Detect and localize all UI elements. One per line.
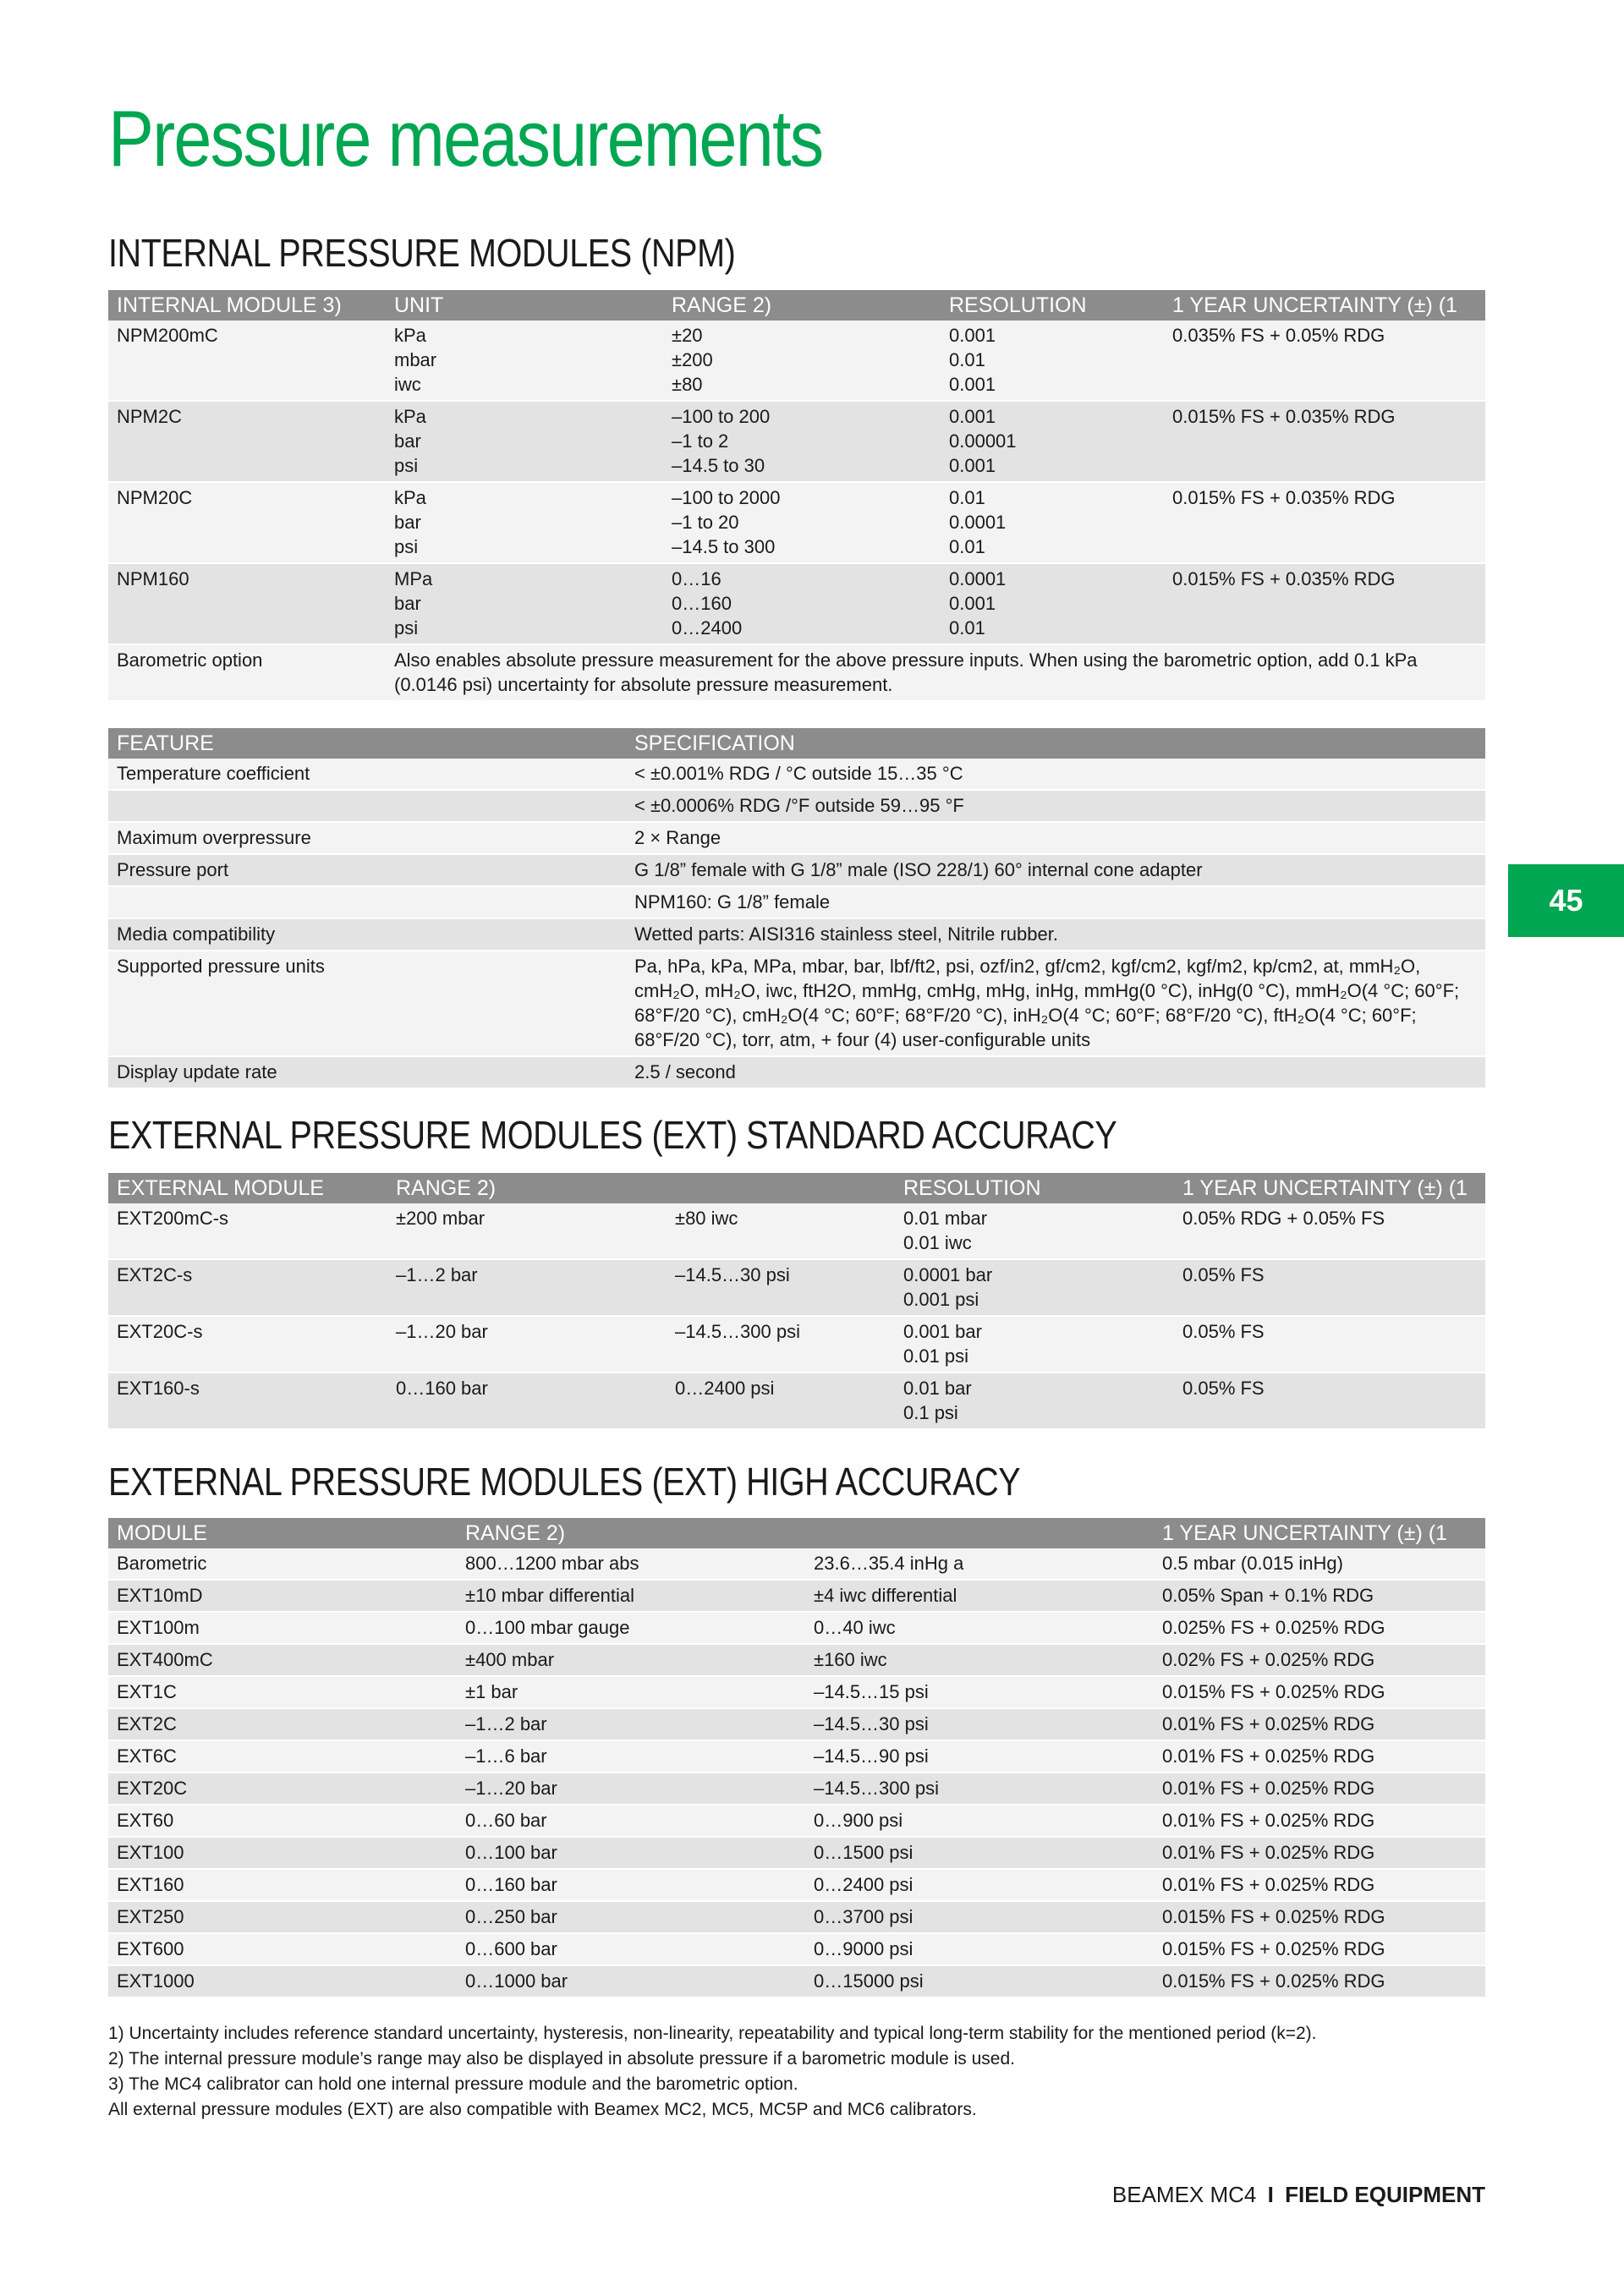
column-header: MODULE xyxy=(108,1518,457,1548)
table-row xyxy=(108,482,1485,563)
column-header: RESOLUTION xyxy=(941,290,1164,321)
column-header: 1 YEAR UNCERTAINTY (±) (1 xyxy=(1154,1518,1485,1548)
table-row xyxy=(108,1203,1485,1259)
table-row xyxy=(108,822,1485,854)
table-row xyxy=(108,1259,1485,1316)
table-row xyxy=(108,1580,1485,1612)
cell-range: –100 to 200 –1 to 2 –14.5 to 30 xyxy=(663,401,941,482)
column-header: RANGE 2) xyxy=(387,1173,667,1203)
barometric-option-text: Also enables absolute pressure measurement for the above pressure inputs. When using the barometric option, add 0.1 kPa (0.0146 psi) uncertainty for absolute pressure measurement. xyxy=(386,644,1485,701)
cell-module: EXT20C xyxy=(108,1773,457,1805)
cell-feature: Pressure port xyxy=(108,854,626,886)
footnote-1: 1) Uncertainty includes reference standard uncertainty, hysteresis, non-linearity, repeatability and typical long-term stability for the mentioned period (k=2). xyxy=(108,2024,1317,2043)
cell-resolution: 0.0001 bar 0.001 psi xyxy=(895,1259,1174,1316)
column-header xyxy=(667,1173,895,1203)
cell-range1: 0…100 mbar gauge xyxy=(457,1612,805,1644)
cell-feature: Maximum overpressure xyxy=(108,822,626,854)
cell-spec: NPM160: G 1/8” female xyxy=(626,886,1485,918)
table-row xyxy=(108,1740,1485,1773)
cell-uncertainty: 0.015% FS + 0.035% RDG xyxy=(1164,401,1485,482)
footer-separator: I xyxy=(1267,2182,1274,2207)
barometric-option-row xyxy=(108,644,1485,701)
table-row xyxy=(108,1773,1485,1805)
ext-standard-section-title: EXTERNAL PRESSURE MODULES (EXT) STANDARD ACCURACY xyxy=(108,1113,1117,1157)
cell-uncertainty: 0.5 mbar (0.015 inHg) xyxy=(1154,1548,1485,1580)
cell-resolution: 0.0001 0.001 0.01 xyxy=(941,563,1164,644)
page-title: Pressure measurements xyxy=(108,94,823,183)
cell-resolution: 0.001 bar 0.01 psi xyxy=(895,1316,1174,1373)
cell-range1: 0…1000 bar xyxy=(457,1965,805,1997)
cell-range: 0…16 0…160 0…2400 xyxy=(663,563,941,644)
footnotes xyxy=(108,2021,1495,2123)
cell-range1: 800…1200 mbar abs xyxy=(457,1548,805,1580)
cell-uncertainty: 0.01% FS + 0.025% RDG xyxy=(1154,1740,1485,1773)
barometric-option-label: Barometric option xyxy=(108,644,386,701)
cell-feature xyxy=(108,886,626,918)
column-header: FEATURE xyxy=(108,728,626,759)
cell-spec: < ±0.001% RDG / °C outside 15…35 °C xyxy=(626,759,1485,790)
table-row xyxy=(108,1676,1485,1708)
cell-range2: –14.5…30 psi xyxy=(667,1259,895,1316)
table-row xyxy=(108,1316,1485,1373)
table-header-row xyxy=(108,728,1485,759)
cell-feature: Temperature coefficient xyxy=(108,759,626,790)
cell-uncertainty: 0.05% Span + 0.1% RDG xyxy=(1154,1580,1485,1612)
cell-uncertainty: 0.01% FS + 0.025% RDG xyxy=(1154,1805,1485,1837)
cell-range2: –14.5…15 psi xyxy=(805,1676,1154,1708)
table-row xyxy=(108,1901,1485,1933)
cell-resolution: 0.001 0.00001 0.001 xyxy=(941,401,1164,482)
cell-uncertainty: 0.015% FS + 0.035% RDG xyxy=(1164,563,1485,644)
cell-feature: Display update rate xyxy=(108,1056,626,1088)
cell-resolution: 0.001 0.01 0.001 xyxy=(941,321,1164,401)
cell-module: EXT1C xyxy=(108,1676,457,1708)
cell-range1: 0…160 bar xyxy=(457,1869,805,1901)
cell-module: EXT160-s xyxy=(108,1373,387,1429)
footnote-compatibility: All external pressure modules (EXT) are also compatible with Beamex MC2, MC5, MC5P and MC6 calibrators. xyxy=(108,2100,977,2119)
ext-high-table xyxy=(108,1518,1485,1998)
table-row xyxy=(108,951,1485,1056)
footer-brand: BEAMEX MC4 xyxy=(1111,2182,1257,2207)
cell-uncertainty: 0.015% FS + 0.025% RDG xyxy=(1154,1676,1485,1708)
footnote-3: 3) The MC4 calibrator can hold one internal pressure module and the barometric option. xyxy=(108,2074,798,2094)
column-header: INTERNAL MODULE 3) xyxy=(108,290,386,321)
cell-uncertainty: 0.02% FS + 0.025% RDG xyxy=(1154,1644,1485,1676)
table-row xyxy=(108,759,1485,790)
cell-range2: 0…1500 psi xyxy=(805,1837,1154,1869)
cell-range1: –1…2 bar xyxy=(457,1708,805,1740)
cell-feature: Media compatibility xyxy=(108,918,626,951)
cell-module: EXT6C xyxy=(108,1740,457,1773)
feature-table xyxy=(108,728,1485,1089)
cell-spec: 2.5 / second xyxy=(626,1056,1485,1088)
table-row xyxy=(108,1373,1485,1429)
cell-module: EXT100 xyxy=(108,1837,457,1869)
cell-range2: –14.5…300 psi xyxy=(667,1316,895,1373)
cell-unit: kPa bar psi xyxy=(386,482,663,563)
cell-module: NPM160 xyxy=(108,563,386,644)
cell-resolution: 0.01 bar 0.1 psi xyxy=(895,1373,1174,1429)
cell-uncertainty: 0.015% FS + 0.025% RDG xyxy=(1154,1901,1485,1933)
column-header: RANGE 2) xyxy=(457,1518,805,1548)
table-header-row xyxy=(108,1173,1485,1203)
table-row xyxy=(108,1869,1485,1901)
ext-standard-table xyxy=(108,1173,1485,1430)
table-row xyxy=(108,563,1485,644)
cell-module: EXT250 xyxy=(108,1901,457,1933)
cell-range2: –14.5…300 psi xyxy=(805,1773,1154,1805)
cell-range1: –1…2 bar xyxy=(387,1259,667,1316)
page-number-tab: 45 xyxy=(1508,864,1624,937)
table-row xyxy=(108,1612,1485,1644)
table-row xyxy=(108,790,1485,822)
npm-table xyxy=(108,290,1485,702)
cell-range1: 0…250 bar xyxy=(457,1901,805,1933)
cell-uncertainty: 0.05% FS xyxy=(1174,1316,1485,1373)
cell-uncertainty: 0.05% RDG + 0.05% FS xyxy=(1174,1203,1485,1259)
table-row xyxy=(108,1965,1485,1997)
cell-uncertainty: 0.05% FS xyxy=(1174,1259,1485,1316)
column-header xyxy=(805,1518,1154,1548)
cell-uncertainty: 0.01% FS + 0.025% RDG xyxy=(1154,1837,1485,1869)
cell-range2: 0…2400 psi xyxy=(805,1869,1154,1901)
cell-module: EXT400mC xyxy=(108,1644,457,1676)
cell-spec: Wetted parts: AISI316 stainless steel, Nitrile rubber. xyxy=(626,918,1485,951)
cell-unit: kPa mbar iwc xyxy=(386,321,663,401)
cell-module: Barometric xyxy=(108,1548,457,1580)
cell-spec: Pa, hPa, kPa, MPa, mbar, bar, lbf/ft2, psi, ozf/in2, gf/cm2, kgf/cm2, kgf/m2, kp/cm2, at, mmH₂O, cmH₂O, mH₂O, iwc, ftH2O, mmHg, cmHg, mHg, inHg, mmHg(0 °C), inHg(0 °C), mmH₂O(4 °C; 60°F; 68°F/20 °C), cmH₂O(4 °C; 60°F; 68°F/20 °C), inH₂O(4 °C; 60°F; 68°F/20 °C), ftH₂O(4 °C; 60°F; 68°F/20 °C), torr, atm, + four (4) user-configurable units xyxy=(626,951,1485,1056)
cell-uncertainty: 0.025% FS + 0.025% RDG xyxy=(1154,1612,1485,1644)
cell-module: EXT600 xyxy=(108,1933,457,1965)
cell-module: EXT10mD xyxy=(108,1580,457,1612)
column-header: RESOLUTION xyxy=(895,1173,1174,1203)
cell-module: EXT1000 xyxy=(108,1965,457,1997)
column-header: RANGE 2) xyxy=(663,290,941,321)
cell-module: EXT20C-s xyxy=(108,1316,387,1373)
cell-range2: 0…3700 psi xyxy=(805,1901,1154,1933)
cell-uncertainty: 0.01% FS + 0.025% RDG xyxy=(1154,1869,1485,1901)
page-footer xyxy=(1112,2182,1485,2208)
cell-module: EXT160 xyxy=(108,1869,457,1901)
table-row xyxy=(108,1933,1485,1965)
cell-range2: –14.5…90 psi xyxy=(805,1740,1154,1773)
cell-module: EXT2C xyxy=(108,1708,457,1740)
column-header: UNIT xyxy=(386,290,663,321)
table-row xyxy=(108,918,1485,951)
cell-uncertainty: 0.035% FS + 0.05% RDG xyxy=(1164,321,1485,401)
table-row xyxy=(108,886,1485,918)
cell-resolution: 0.01 mbar 0.01 iwc xyxy=(895,1203,1174,1259)
cell-unit: MPa bar psi xyxy=(386,563,663,644)
cell-range1: 0…160 bar xyxy=(387,1373,667,1429)
cell-range1: 0…100 bar xyxy=(457,1837,805,1869)
cell-range1: –1…20 bar xyxy=(457,1773,805,1805)
cell-range: ±20 ±200 ±80 xyxy=(663,321,941,401)
cell-range: –100 to 2000 –1 to 20 –14.5 to 300 xyxy=(663,482,941,563)
cell-module: EXT200mC-s xyxy=(108,1203,387,1259)
table-row xyxy=(108,854,1485,886)
column-header: SPECIFICATION xyxy=(626,728,1485,759)
cell-range2: 0…15000 psi xyxy=(805,1965,1154,1997)
cell-range2: –14.5…30 psi xyxy=(805,1708,1154,1740)
table-header-row xyxy=(108,290,1485,321)
cell-module: EXT100m xyxy=(108,1612,457,1644)
cell-range2: 0…2400 psi xyxy=(667,1373,895,1429)
cell-range2: 23.6…35.4 inHg a xyxy=(805,1548,1154,1580)
cell-range2: ±4 iwc differential xyxy=(805,1580,1154,1612)
cell-range1: 0…60 bar xyxy=(457,1805,805,1837)
cell-module: EXT60 xyxy=(108,1805,457,1837)
cell-range2: ±160 iwc xyxy=(805,1644,1154,1676)
cell-feature: Supported pressure units xyxy=(108,951,626,1056)
cell-resolution: 0.01 0.0001 0.01 xyxy=(941,482,1164,563)
cell-spec: < ±0.0006% RDG /°F outside 59…95 °F xyxy=(626,790,1485,822)
table-row xyxy=(108,1805,1485,1837)
cell-range1: ±1 bar xyxy=(457,1676,805,1708)
table-row xyxy=(108,1837,1485,1869)
table-row xyxy=(108,1548,1485,1580)
table-row xyxy=(108,401,1485,482)
cell-module: NPM2C xyxy=(108,401,386,482)
table-header-row xyxy=(108,1518,1485,1548)
column-header: 1 YEAR UNCERTAINTY (±) (1 xyxy=(1174,1173,1485,1203)
cell-feature xyxy=(108,790,626,822)
table-row xyxy=(108,1644,1485,1676)
cell-module: NPM20C xyxy=(108,482,386,563)
cell-uncertainty: 0.015% FS + 0.025% RDG xyxy=(1154,1933,1485,1965)
cell-spec: G 1/8” female with G 1/8” male (ISO 228/1) 60° internal cone adapter xyxy=(626,854,1485,886)
table-row xyxy=(108,1708,1485,1740)
table-row xyxy=(108,1056,1485,1088)
cell-module: NPM200mC xyxy=(108,321,386,401)
table-row xyxy=(108,321,1485,401)
footnote-2: 2) The internal pressure module’s range may also be displayed in absolute pressure if a barometric module is used. xyxy=(108,2049,1015,2069)
cell-range1: 0…600 bar xyxy=(457,1933,805,1965)
cell-uncertainty: 0.015% FS + 0.025% RDG xyxy=(1154,1965,1485,1997)
cell-range1: –1…20 bar xyxy=(387,1316,667,1373)
column-header: EXTERNAL MODULE xyxy=(108,1173,387,1203)
cell-unit: kPa bar psi xyxy=(386,401,663,482)
cell-module: EXT2C-s xyxy=(108,1259,387,1316)
cell-range2: 0…9000 psi xyxy=(805,1933,1154,1965)
cell-uncertainty: 0.05% FS xyxy=(1174,1373,1485,1429)
cell-range2: 0…40 iwc xyxy=(805,1612,1154,1644)
npm-section-title: INTERNAL PRESSURE MODULES (NPM) xyxy=(108,231,736,275)
cell-range1: ±200 mbar xyxy=(387,1203,667,1259)
footer-section: FIELD EQUIPMENT xyxy=(1285,2182,1485,2207)
cell-range1: –1…6 bar xyxy=(457,1740,805,1773)
cell-range2: 0…900 psi xyxy=(805,1805,1154,1837)
ext-high-section-title: EXTERNAL PRESSURE MODULES (EXT) HIGH ACCURACY xyxy=(108,1460,1021,1504)
cell-uncertainty: 0.01% FS + 0.025% RDG xyxy=(1154,1773,1485,1805)
cell-uncertainty: 0.015% FS + 0.035% RDG xyxy=(1164,482,1485,563)
cell-range1: ±10 mbar differential xyxy=(457,1580,805,1612)
cell-spec: 2 × Range xyxy=(626,822,1485,854)
cell-range1: ±400 mbar xyxy=(457,1644,805,1676)
cell-range2: ±80 iwc xyxy=(667,1203,895,1259)
cell-uncertainty: 0.01% FS + 0.025% RDG xyxy=(1154,1708,1485,1740)
column-header: 1 YEAR UNCERTAINTY (±) (1 xyxy=(1164,290,1485,321)
